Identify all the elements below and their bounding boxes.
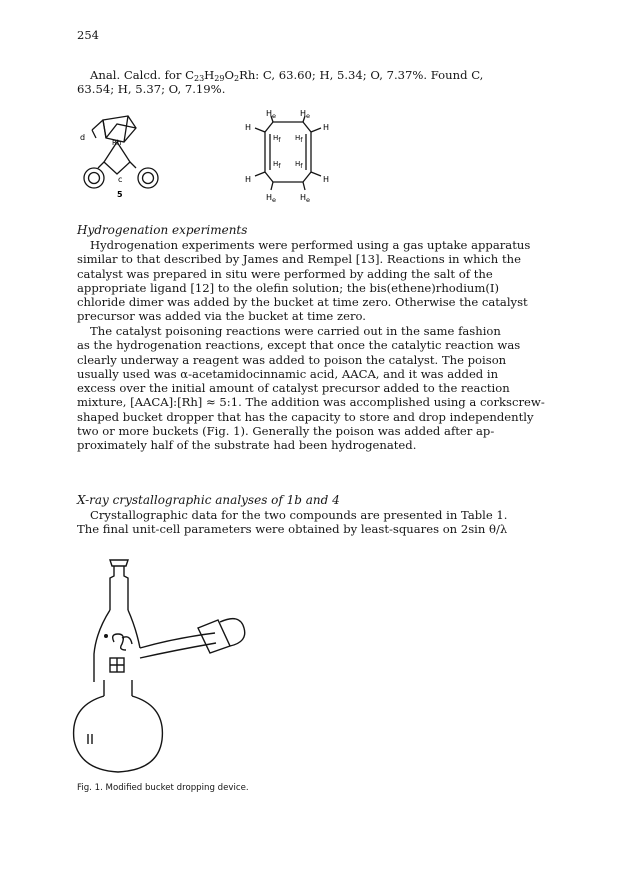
section-heading-xray: X-ray crystallographic analyses of 1b and 4 [77, 493, 340, 507]
xray-paragraph-1 [77, 508, 553, 537]
text-line: clearly underway a reagent was added to poison the catalyst. The poison [77, 352, 507, 367]
rh-label: Rh [112, 139, 122, 147]
text-line: Crystallographic data for the two compounds are presented in Table 1. [90, 508, 508, 522]
compound-5-label: 5 [117, 190, 123, 199]
text-line: The final unit-cell parameters were obtained by least-squares on 2sin θ/λ [77, 522, 508, 537]
he-label-top-right: $H_e$ [300, 110, 311, 120]
bucket-dropping-device-figure [70, 558, 260, 778]
hf-label-3: Hf [273, 160, 281, 170]
text-line: precursor was added via the bucket at time zero. [77, 309, 366, 324]
h-label-left-bottom: H [245, 175, 252, 184]
structure-2-diagram [225, 110, 355, 210]
hydrogenation-paragraph-1 [77, 238, 553, 324]
section-heading-hydrogenation: Hydrogenation experiments [77, 223, 248, 237]
figure-caption: Fig. 1. Modified bucket dropping device. [77, 783, 249, 793]
d-label: d [80, 133, 86, 142]
text-line: similar to that described by James and Rempel [13]. Reactions in which the [77, 252, 521, 267]
he-label-bottom-left: $H_e$ [266, 193, 277, 204]
text-line: usually used was α-acetamidocinnamic acid, AACA, and it was added in [77, 366, 499, 381]
analysis-line-1: Anal. Calcd. for $C_{23}H_{29}O_2Rh$: C, 63.60; H, 5.34; O, 7.37%. Found C, [90, 68, 484, 83]
text-line: chloride dimer was added by the bucket at time zero. Otherwise the catalyst [77, 295, 528, 310]
hf-label-2: Hf [295, 134, 303, 144]
text-line: appropriate ligand [12] to the olefin solution; the bis(ethene)rhodium(I) [77, 280, 499, 295]
h-label-right-bottom: H [323, 175, 330, 184]
h-label-right-top: H [323, 123, 330, 132]
text-line: as the hydrogenation reactions, except that once the catalytic reaction was [77, 338, 521, 353]
text-line: proximately half of the substrate had been hydrogenated. [77, 438, 417, 453]
hf-label-1: Hf [273, 134, 281, 144]
analysis-paragraph [77, 68, 553, 97]
text-line: Hydrogenation experiments were performed using a gas uptake apparatus [90, 238, 531, 252]
analysis-line-2: 63.54; H, 5.37; O, 7.19%. [77, 82, 226, 97]
text-line: shaped bucket dropper that has the capacity to store and drop independently [77, 409, 534, 424]
he-label-top-left: $H_e$ [266, 110, 277, 120]
page-number: 254 [77, 28, 99, 42]
hf-label-4: Hf [295, 160, 303, 170]
text-line: excess over the initial amount of catalyst precursor added to the reaction [77, 381, 510, 396]
he-label-bottom-right: $H_e$ [300, 193, 311, 204]
c-label: c [118, 175, 123, 184]
structure-5-diagram [70, 112, 200, 212]
h-label-left-top: H [245, 123, 252, 132]
text-line: two or more buckets (Fig. 1). Generally the poison was added after ap- [77, 424, 495, 439]
hydrogenation-paragraph-2 [77, 324, 553, 453]
text-line: mixture, [AACA]:[Rh] ≈ 5:1. The addition was accomplished using a corkscrew- [77, 395, 545, 410]
text-line: The catalyst poisoning reactions were carried out in the same fashion [90, 324, 501, 338]
text-line: catalyst was prepared in situ were performed by adding the salt of the [77, 266, 493, 281]
